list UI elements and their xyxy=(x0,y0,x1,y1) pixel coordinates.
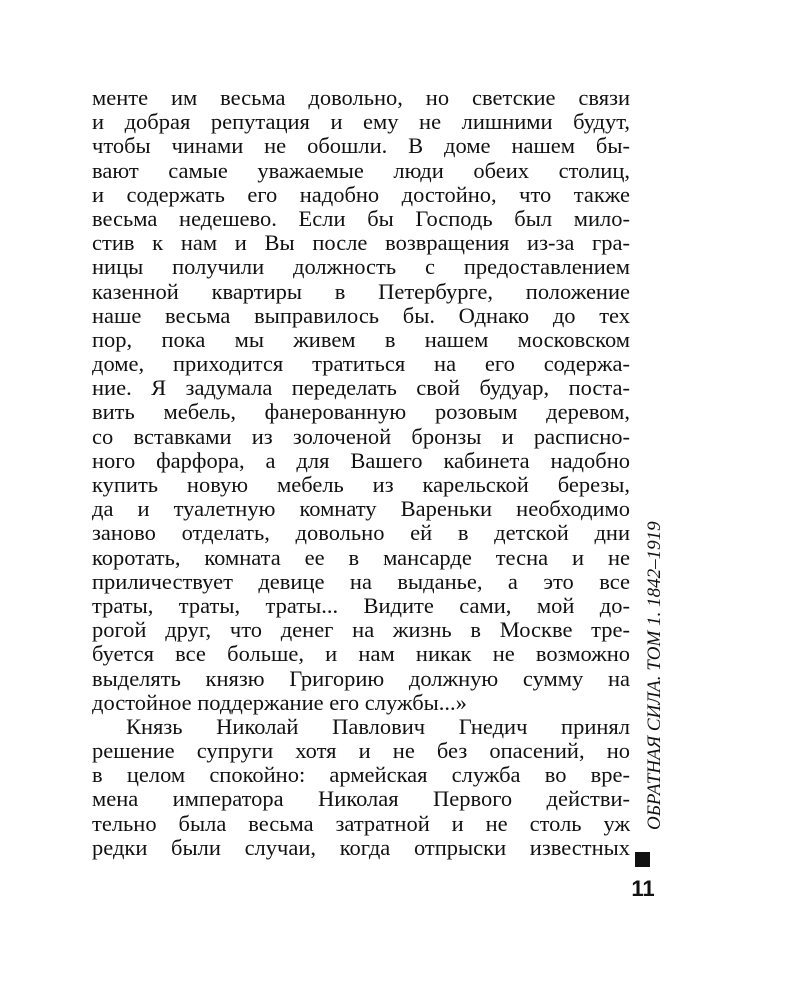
text-line: ние. Я задумала переделать свой будуар, поста- xyxy=(92,375,630,401)
text-line: и содержать его надобно достойно, что также xyxy=(92,181,630,207)
text-line: рогой друг, что денег на жизнь в Москве тре- xyxy=(92,617,630,643)
text-line: редки были случаи, когда отпрыски известных xyxy=(92,834,630,860)
text-line: чтобы чинами не обошли. В доме нашем бы- xyxy=(92,133,630,159)
text-line: пор, пока мы живем в нашем московском xyxy=(92,326,630,352)
text-line: весьма недешево. Если бы Господь был мило- xyxy=(92,205,630,231)
body-text xyxy=(92,86,630,860)
text-line: купить новую мебель из карельской березы, xyxy=(92,472,630,497)
text-line: и добрая репутация и ему не лишними будут, xyxy=(92,109,630,135)
text-line: доме, приходится тратиться на его содержа- xyxy=(92,351,630,377)
text-line: буется все больше, и нам никак не возможно xyxy=(92,641,630,667)
running-head: ОБРАТНАЯ СИЛА. ТОМ 1. 1842–1919 xyxy=(644,521,665,830)
text-line: в целом спокойно: армейская служба во вре- xyxy=(92,762,630,788)
text-line: приличествует девице на выданье, а это все xyxy=(92,568,630,594)
text-line: ницы получили должность с предоставлением xyxy=(92,254,630,280)
text-line: наше весьма выправилось бы. Однако до тех xyxy=(92,302,630,328)
text-line: вают самые уважаемые люди обеих столиц, xyxy=(92,157,630,183)
paragraph-first-line: Князь Николай Павлович Гнедич принял xyxy=(126,713,630,739)
text-line: решение супруги хотя и не без опасений, но xyxy=(92,738,630,764)
text-line: коротать, комната ее в мансарде тесна и не xyxy=(92,544,630,570)
text-line: заново отделать, довольно ей в детской дни xyxy=(92,520,630,546)
text-line: да и туалетную комнату Вареньки необходимо xyxy=(92,496,630,522)
square-marker-icon xyxy=(635,852,650,867)
text-line: стив к нам и Вы после возвращения из-за гра- xyxy=(92,230,630,256)
text-line: ного фарфора, а для Вашего кабинета надобно xyxy=(92,447,630,473)
text-line: менте им весьма довольно, но светские связи xyxy=(92,85,630,110)
text-line: вить мебель, фанерованную розовым деревом, xyxy=(92,399,630,425)
page-number: 11 xyxy=(631,876,655,901)
text-line: траты, траты, траты... Видите сами, мой до- xyxy=(92,592,630,618)
text-line: достойное поддержание его службы...» xyxy=(92,689,467,715)
text-line: мена императора Николая Первого действи- xyxy=(92,786,630,812)
text-line: тельно была весьма затратной и не столь уж xyxy=(92,810,630,836)
text-line: выделять князю Григорию должную сумму на xyxy=(92,665,630,691)
text-line: со вставками из золоченой бронзы и расписно- xyxy=(92,423,630,449)
text-line: казенной квартиры в Петербурге, положение xyxy=(92,278,630,304)
